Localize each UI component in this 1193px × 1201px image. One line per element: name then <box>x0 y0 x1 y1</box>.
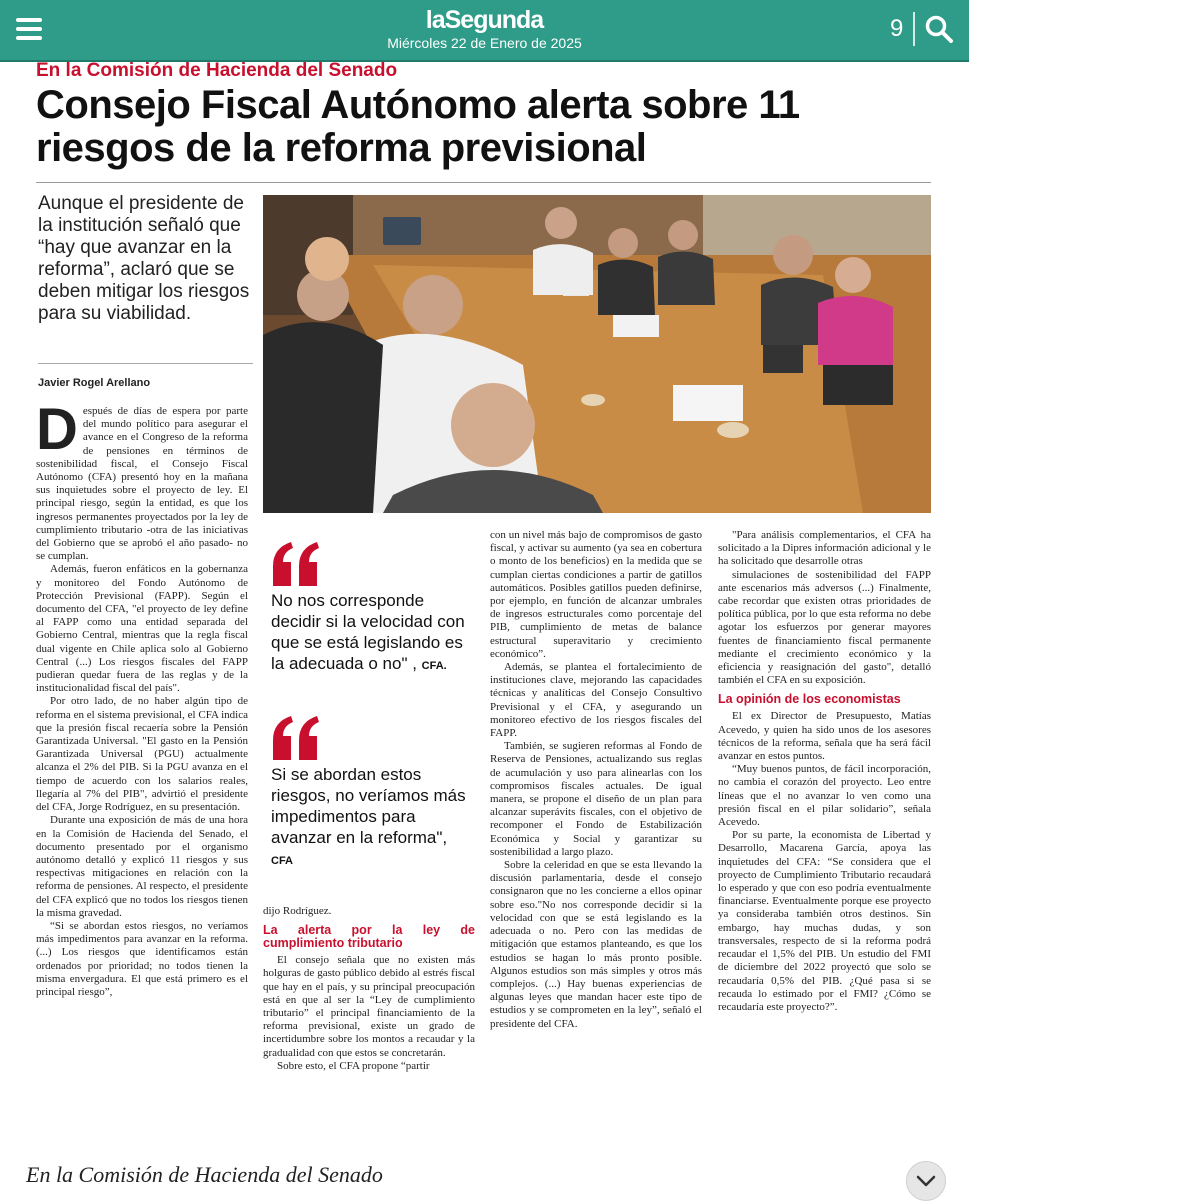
paragraph: Durante una exposición de más de una hora en la Comisión de Hacienda del Senado, el documento presentado por el organismo autónomo detalló y explicó 11 riesgos y sus respectivas mitigaciones en relación con la reforma de pensiones. Al respecto, el presidente del CFA explicó que no todos los riesgos tienen la misma gravedad. <box>36 814 248 919</box>
paragraph: Por su parte, la economista de Libertad y Desarrollo, Macarena García, apoya las inquietudes del CFA: “Se considera que el proyecto de Cumplimiento Tributario recaudará lo esperado y que con eso podría eventualmente financiarse. Eventualmente porque ese proyecto ya consideraba también otros destinos. Sin embargo, hay muchas dudas, y son transversales, respecto de si la reforma podrá recaudar el 1,5% del PIB. Un estudio del FMI de diciembre del 2022 proyectó que solo se recaudaría 0,5% del PIB. ¿Qué pasa si se recauda lo estimado por el FMI? ¿Cómo se recaudaría este proyecto?”. <box>718 829 931 1013</box>
divider <box>913 12 915 46</box>
paragraph: También, se sugieren reformas al Fondo de Reserva de Pensiones, actualizando sus reglas de acumulación y uso para alinearlas con los compromisos fiscales actuales. De igual manera, se propone el diseño de un plan para alcanzar superávits fiscales, con el objetivo de recomponer el Fondo de Estabilización Económica y Social y garantizar su sostenibilidad a largo plazo. <box>490 740 702 858</box>
page-number[interactable]: 9 <box>890 15 904 42</box>
top-bar <box>0 0 969 62</box>
paragraph: El consejo señala que no existen más holguras de gasto público debido al estrés fiscal que hay en el país, y su principal preocupación está en que al ser la “Ley de cumplimiento tributario” el principal financiamiento de la reforma previsional, existe un grado de incertidumbre sobre los montos a recaudar y la gradualidad con que estos se concretarán. <box>263 954 475 1059</box>
logo[interactable]: laSegunda <box>425 6 544 34</box>
byline: Javier Rogel Arellano <box>38 377 151 389</box>
section-subhead: La opinión de los economistas <box>718 692 901 707</box>
paragraph: "Para análisis complementarios, el CFA ha solicitado a la Dipres información adicional y le ha solicitado que desarrolle otras <box>718 529 931 568</box>
divider <box>36 182 931 183</box>
pull-quote <box>271 764 471 872</box>
paragraph-text: espués de días de espera por parte del mundo político para asegurar el avance en el Congreso de la reforma de pensiones en términos de sostenibilidad fiscal, el Consejo Fiscal Autónomo (CFA) presentó hoy en la mañana sus inquietudes sobre el proyecto de ley. El principal riesgo, según la entidad, es que los ingresos permanentes proyectados por la ley de cumplimiento tributario -otra de las iniciativas del Gobierno que se aprobó el año pasado- no se cumplan. <box>36 405 248 563</box>
section-subhead: La alerta por la ley de cumplimiento tributario <box>263 923 475 951</box>
article-column-4 <box>718 529 931 1014</box>
edition-date: Miércoles 22 de Enero de 2025 <box>387 35 582 51</box>
paragraph: Además, fueron enfáticos en la gobernanza y monitoreo del Fondo Autónomo de Protección Previsional (FAPP). Según el documento del CFA, "el proyecto de ley define al FAPP como una entidad separada del Gobierno Central, mientras que la regla fiscal dual vigente en Chile aplica solo al Gobierno Central (...) Los riesgos fiscales del FAPP pudieran quedar fuera de las reglas y de la institucionalidad fiscal del país". <box>36 563 248 695</box>
paragraph <box>36 397 248 563</box>
paragraph: Sobre esto, el CFA propone “partir <box>277 1059 430 1072</box>
paragraph: simulaciones de sostenibilidad del FAPP ante escenarios más adversos (...) Finalmente, cabe recordar que existen otras prioridades de política pública, por lo que esta reforma no debe agotar los esfuerzos por generar mayores fuentes de financiamiento fiscal permanente mediante el crecimiento económico y la eficiencia y reasignación del gasto", detalló también el CFA en su exposición. <box>718 568 931 687</box>
quote-text: Si se abordan estos riesgos, no veríamos más impedimentos para avanzar en la reforma", <box>271 765 466 847</box>
quote-icon <box>271 542 321 586</box>
meeting-photo-illustration <box>263 195 931 513</box>
quote-text: No nos corresponde decidir si la velocidad con que se está legislando es la adecuada o no" , <box>271 591 465 673</box>
chevron-down-icon[interactable] <box>906 1161 946 1201</box>
paragraph: El ex Director de Presupuesto, Matías Acevedo, y quien ha sido unos de los asesores técnicos de la reforma, señala que ha será fácil avanzar en estos puntos. <box>718 710 931 763</box>
paragraph: con un nivel más bajo de compromisos de gasto fiscal, y activar su aumento (ya sea en cobertura o monto de los beneficios) en la medida que se cumplan ciertas condiciones a partir de gatillos automáticos. Posibles gatillos pueden definirse, por ejemplo, en función de alcanzar umbrales de ingresos estructurales como porcentaje del PIB, cumplimiento de metas de balance estructural superavitario y crecimiento económico”. <box>490 529 702 660</box>
article-headline: Consejo Fiscal Autónomo alerta sobre 11 riesgos de la reforma previsional <box>36 83 800 170</box>
divider <box>38 363 253 364</box>
article-kicker: En la Comisión de Hacienda del Senado <box>36 60 398 81</box>
quote-source: CFA. <box>421 660 447 672</box>
pull-quotes <box>263 530 475 892</box>
article-lede: Aunque el presidente de la institución señaló que “hay que avanzar en la reforma”, aclaró que se deben mitigar los riesgos para su viabilidad. <box>38 193 250 324</box>
drop-cap: D <box>36 397 78 462</box>
paragraph: Por otro lado, de no haber algún tipo de reforma en el sistema previsional, el CFA indica que la presión fiscal recaería sobre la Pensión Garantizada Universal. "El gasto en la Pensión Garantizada Universal (PGU) actualmente alcanza el 2% del PIB. Si la PGU avanza en el tiempo de acuerdo con los salarios reales, llegaría al 7% del PIB", advirtió el presidente del CFA, Jorge Rodríguez, en su presentación. <box>36 695 248 814</box>
search-icon[interactable] <box>924 14 954 44</box>
quote-icon <box>271 716 321 760</box>
article-column-2 <box>263 905 475 1073</box>
paragraph: dijo Rodríguez. <box>263 905 332 917</box>
paragraph: Además, se plantea el fortalecimiento de instituciones clave, mejorando las capacidades técnicas y analíticas del Consejo Consultivo Previsional y el CFA, y asegurando un monitoreo efectivo de los riesgos fiscales del FAPP. <box>490 661 702 740</box>
article-column-3 <box>490 529 702 1031</box>
pull-quote <box>271 590 471 677</box>
article-column-1 <box>36 397 248 999</box>
paragraph: Sobre la celeridad en que se esta llevando la discusión parlamentaria, desde el consejo consignaron que no les concierne a ellos opinar sobre eso."No nos corresponde decidir si la velocidad con que se está legislando es la adecuada o no. Pero con las medidas de mitigación que estamos planteando, es que los estudios se hagan lo más pronto posible. Algunos estudios son más simples y otros más complejos. (...) Hay buenas experiencias de algunas leyes que mandan hacer este tipo de estudios y se comprometen en la ley”, señaló el presidente del CFA. <box>490 859 702 1030</box>
paragraph: “Si se abordan estos riesgos, no veríamos más impedimentos para avanzar en la reforma. (...) Los riesgos que identificamos están ordenados por prioridad; no todos tienen la misma envergadura. El que está primero es el principal riesgo”, <box>36 919 248 998</box>
quote-source: CFA <box>271 855 293 867</box>
paragraph: “Muy buenos puntos, de fácil incorporación, no cambia el corazón del proyecto. Leo entre líneas que el no avanzar lo ven como una presión fiscal en el pilar solidario”, señala Acevedo. <box>718 763 931 829</box>
photo-caption: Jorge Rodríguez, presidente del CFA, hoy en la Comisión de Hacienda del Senado. <box>1048 661 1184 694</box>
bottom-section-title: En la Comisión de Hacienda del Senado <box>26 1162 383 1187</box>
